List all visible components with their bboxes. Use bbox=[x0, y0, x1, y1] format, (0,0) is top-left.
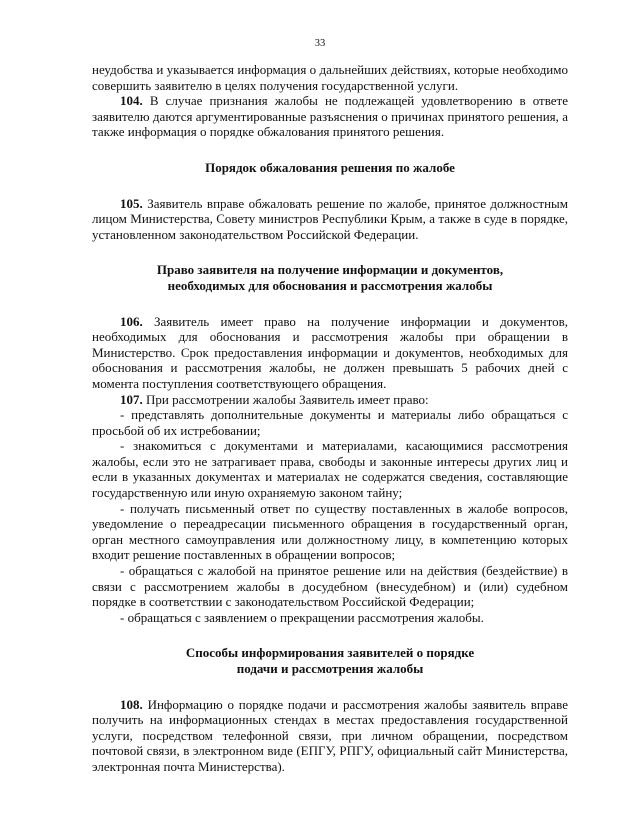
section-heading-informing-methods bbox=[92, 645, 568, 676]
page-content bbox=[92, 62, 568, 775]
section-heading-right-to-info bbox=[92, 262, 568, 293]
heading-line-2: необходимых для обоснования и рассмотрения жалобы bbox=[167, 277, 493, 293]
heading-line-1: Право заявителя на получение информации и документов, bbox=[156, 262, 504, 278]
clause-number-108: 108. bbox=[120, 696, 143, 712]
clause-text-107: При рассмотрении жалобы Заявитель имеет право: bbox=[142, 391, 429, 407]
clause-number-107: 107. bbox=[120, 391, 143, 407]
page-number: 33 bbox=[314, 38, 326, 49]
list-item: - получать письменный ответ по существу поставленных в жалобе вопросов, уведомление о переадресации письменного обращения в государственный орган, орган местного самоуправления или должностному лицу, в компетенцию которых входит решение поставленных в обращении вопросов; bbox=[92, 500, 568, 563]
paragraph-106 bbox=[92, 314, 568, 392]
paragraph-104 bbox=[92, 93, 568, 140]
paragraph-108 bbox=[92, 697, 568, 775]
section-heading-appeal-order: Порядок обжалования решения по жалобе bbox=[205, 159, 455, 175]
clause-text-108: Информацию о порядке подачи и рассмотрения жалобы заявитель вправе получить на информационных стендах в местах предоставления государственной услуги, посредством телефонной связи, при личном обращении, посредством почтовой связи, в электронном виде (ЕПГУ, РПГУ, официальный сайт Министерства, электронная почта Министерства). bbox=[92, 696, 568, 774]
clause-text-105: Заявитель вправе обжаловать решение по жалобе, принятое должностным лицом Министерства, Совету министров Республики Крым, а также в суде в порядке, установленном законодательством Российской Федерации. bbox=[92, 195, 568, 242]
list-item: - обращаться с жалобой на принятое решение или на действия (бездействие) в связи с рассмотрением жалобы в досудебном (внесудебном) и (или) судебном порядке в соответствии с законодательством Российской Федерации; bbox=[92, 563, 568, 610]
heading-line-1: Способы информирования заявителей о порядке bbox=[185, 645, 475, 661]
clause-number-104: 104. bbox=[120, 93, 143, 109]
heading-line-2: подачи и рассмотрения жалобы bbox=[236, 661, 424, 676]
paragraph-continuation: неудобства и указывается информация о дальнейших действиях, которые необходимо совершить заявителю в целях получения государственной услуги. bbox=[92, 62, 568, 93]
paragraph-107 bbox=[92, 392, 568, 408]
list-item: - представлять дополнительные документы и материалы либо обращаться с просьбой об их истребовании; bbox=[92, 407, 568, 438]
list-item: - знакомиться с документами и материалами, касающимися рассмотрения жалобы, если это не затрагивает права, свободы и законные интересы других лиц и если в указанных документах и материалах не содержатся сведения, составляющие государственную или иную охраняемую законом тайну; bbox=[92, 438, 568, 501]
clause-text-106: Заявитель имеет право на получение информации и документов, необходимых для обоснования и рассмотрения жалобы при обращении в Министерство. Срок предоставления информации и документов, необходимых для обоснования и рассмотрения жалобы, не должен превышать 5 рабочих дней с момента поступления соответствующего обращения. bbox=[92, 313, 568, 391]
clause-number-105: 105. bbox=[120, 195, 143, 211]
list-item: - обращаться с заявлением о прекращении рассмотрения жалобы. bbox=[120, 609, 484, 625]
clause-text-104: В случае признания жалобы не подлежащей удовлетворению в ответе заявителю даются аргументированные разъяснения о причинах принятого решения, а также информация о порядке обжалования принятого решения. bbox=[92, 93, 568, 140]
paragraph-105 bbox=[92, 196, 568, 243]
clause-number-106: 106. bbox=[120, 313, 143, 329]
